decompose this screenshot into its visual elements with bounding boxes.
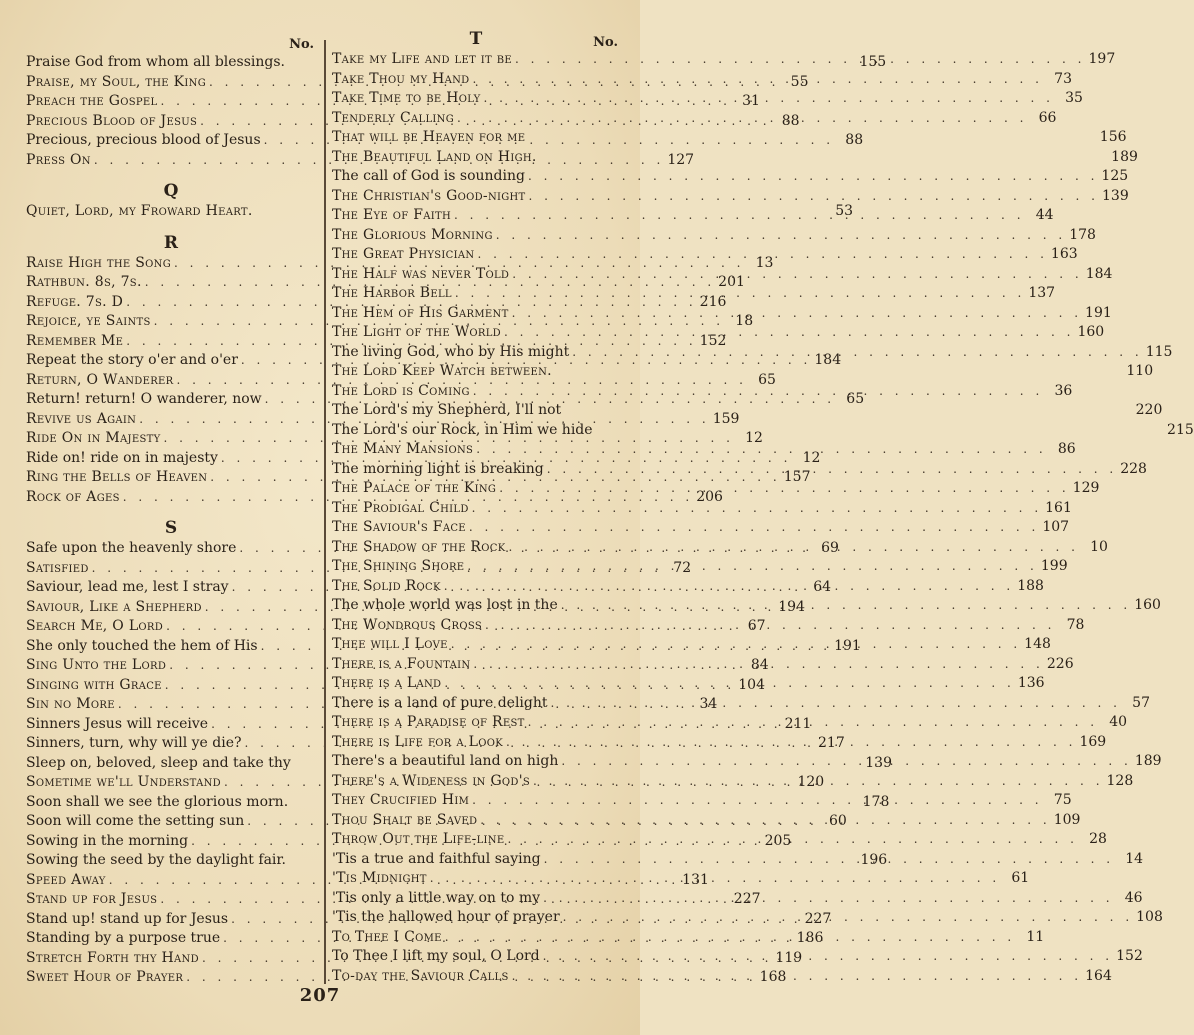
leader-dots bbox=[544, 850, 1114, 870]
hymn-title: The call of God is sounding bbox=[332, 168, 525, 184]
hymn-number: 28 bbox=[1089, 831, 1107, 847]
leader-dots bbox=[561, 596, 1131, 616]
hymn-title: There's a beautiful land on high bbox=[332, 753, 559, 769]
leader-dots bbox=[430, 869, 1000, 889]
hymn-number: 73 bbox=[1054, 70, 1072, 87]
hymn-title: Safe upon the heavenly shore bbox=[26, 540, 237, 556]
hymn-number: 125 bbox=[1101, 168, 1129, 184]
leader-dots bbox=[455, 284, 1025, 304]
hymn-title: Take my Life and let it be bbox=[332, 51, 513, 67]
hymn-title: To-day the Saviour Calls bbox=[332, 967, 509, 984]
hymn-number: 78 bbox=[1066, 616, 1085, 633]
hymn-number: 34 bbox=[699, 696, 718, 712]
hymn-number: 211 bbox=[784, 715, 812, 732]
hymn-number: 136 bbox=[1017, 675, 1045, 691]
leader-dots bbox=[473, 655, 1043, 675]
hymn-number: 110 bbox=[1126, 363, 1154, 379]
leader-dots bbox=[506, 733, 1076, 753]
hymn-number: 55 bbox=[790, 73, 809, 90]
hymn-title: Ride On in Majesty bbox=[26, 430, 161, 446]
hymn-title: The Half was never Told bbox=[332, 265, 510, 282]
hymn-title: Stand up for Jesus bbox=[26, 891, 158, 907]
leader-dots bbox=[528, 167, 1098, 187]
hymn-number: 205 bbox=[764, 832, 792, 849]
hymn-title: The Glorious Morning bbox=[332, 226, 493, 243]
hymn-number: 168 bbox=[759, 969, 787, 985]
hymn-title: To Thee I Come bbox=[332, 928, 442, 945]
leader-dots bbox=[561, 752, 1131, 772]
leader-dots bbox=[507, 830, 1077, 850]
hymn-number: 60 bbox=[828, 813, 847, 829]
hymn-title: The Palace of the King bbox=[332, 480, 497, 496]
hymn-number: 115 bbox=[1145, 343, 1173, 360]
hymn-title: The Lord's our Rock, in Him we hide bbox=[332, 421, 593, 438]
hymn-title: The whole world was lost in the bbox=[332, 597, 558, 613]
hymn-number: 188 bbox=[1017, 577, 1044, 594]
hymn-number: 227 bbox=[804, 910, 832, 927]
hymn-number: 206 bbox=[696, 488, 723, 505]
hymn-title: Take Thou my Hand bbox=[332, 70, 470, 87]
hymn-number: 148 bbox=[1024, 636, 1051, 652]
index-entry bbox=[332, 187, 1129, 207]
hymn-number: 157 bbox=[783, 469, 811, 485]
hymn-title: The Lord's my Shepherd, I'll not bbox=[332, 402, 562, 418]
leader-dots bbox=[496, 226, 1066, 246]
hymn-title: Soon shall we see the glorious morn. bbox=[26, 793, 289, 810]
hymn-number: 119 bbox=[775, 949, 803, 966]
hymn-number: 12 bbox=[802, 449, 821, 466]
hymn-title: The Lord is Coming bbox=[332, 382, 470, 399]
leader-dots bbox=[543, 947, 1113, 967]
hymn-number: 67 bbox=[747, 618, 766, 634]
hymn-title: Sowing in the morning bbox=[26, 832, 189, 849]
section-gap bbox=[26, 170, 316, 180]
hymn-number: 228 bbox=[1120, 460, 1147, 477]
hymn-title: Search Me, O Lord bbox=[26, 618, 164, 634]
hymn-title: Repeat the story o'er and o'er bbox=[26, 352, 238, 368]
hymn-number: 128 bbox=[1106, 772, 1134, 789]
hymn-number: 152 bbox=[699, 332, 727, 349]
leader-dots bbox=[543, 889, 1113, 909]
hymn-number: 36 bbox=[1054, 382, 1073, 399]
hymn-number: 152 bbox=[1116, 948, 1143, 964]
leader-dots bbox=[467, 557, 1037, 577]
hymn-number: 163 bbox=[1050, 246, 1078, 262]
hymn-number: 84 bbox=[750, 657, 769, 673]
leader-dots bbox=[444, 577, 1014, 597]
leader-dots bbox=[512, 304, 1082, 324]
hymn-title: The Harbor Bell bbox=[332, 285, 452, 301]
hymn-number: 216 bbox=[699, 293, 727, 310]
hymn-title: Press On bbox=[26, 151, 91, 168]
hymn-title: There is a Paradise of Rest bbox=[332, 714, 525, 730]
leader-dots bbox=[512, 967, 1082, 987]
leader-dots bbox=[529, 187, 1099, 207]
hymn-title: 'Tis only a little way on to my bbox=[332, 889, 541, 906]
hymn-number: 127 bbox=[667, 151, 695, 168]
hymn-number: 18 bbox=[735, 313, 754, 329]
hymn-title: Refuge. 7s. D bbox=[26, 293, 124, 310]
hymn-title: Ride on! ride on in majesty bbox=[26, 449, 218, 466]
hymn-number: 61 bbox=[1011, 870, 1030, 886]
hymn-title: Sinners, turn, why will ye die? bbox=[26, 735, 242, 751]
hymn-title: The Shadow of the Rock bbox=[332, 538, 506, 555]
leader-dots bbox=[508, 538, 1078, 558]
hymn-title: Precious, precious blood of Jesus bbox=[26, 132, 261, 148]
hymn-number: 164 bbox=[1085, 967, 1112, 984]
hymn-title: Singing with Grace bbox=[26, 676, 162, 693]
hymn-title: There is Life for a Look bbox=[332, 733, 503, 750]
hymn-title: The Many Mansions bbox=[332, 441, 474, 457]
hymn-title: Raise High the Song bbox=[26, 254, 171, 271]
hymn-title: Return! return! O wanderer, now bbox=[26, 391, 262, 407]
hymn-title: Rock of Ages bbox=[26, 488, 120, 505]
hymn-title: The Saviour's Face bbox=[332, 519, 466, 535]
hymn-number: 226 bbox=[1046, 655, 1074, 672]
hymn-number: 12 bbox=[745, 430, 763, 446]
hymn-title: Sometime we'll Understand bbox=[26, 774, 221, 790]
hymn-number: 75 bbox=[1053, 792, 1072, 808]
leader-dots bbox=[504, 323, 1074, 343]
hymn-title: Revive us Again bbox=[26, 410, 137, 427]
leader-dots bbox=[483, 89, 1053, 109]
hymn-title: The Wondrous Cross bbox=[332, 616, 482, 633]
number-column-heading-right: No. bbox=[593, 35, 618, 50]
hymn-number: 109 bbox=[1053, 811, 1081, 828]
hymn-title: Quiet, Lord, my Froward Heart. bbox=[26, 203, 253, 219]
hymn-number: 160 bbox=[1077, 324, 1105, 340]
hymn-title: There is a land of pure delight bbox=[332, 694, 548, 711]
hymn-title: Take Time to be Holy bbox=[332, 90, 481, 106]
hymn-title: The morning light is breaking bbox=[332, 460, 544, 477]
hymn-number: 104 bbox=[738, 676, 765, 693]
leader-dots bbox=[528, 713, 1098, 733]
hymn-number: 201 bbox=[718, 274, 745, 290]
index-entry bbox=[332, 499, 1072, 519]
section-letter: Q bbox=[163, 181, 179, 201]
hymn-title: Ring the Bells of Heaven bbox=[26, 469, 208, 485]
leader-dots bbox=[515, 50, 1085, 70]
leader-dots bbox=[457, 109, 1027, 129]
hymn-number: 14 bbox=[1125, 850, 1144, 867]
hymn-title: Praise God from whom all blessings. bbox=[26, 54, 285, 70]
hymn-number: 53 bbox=[835, 203, 854, 219]
hymn-number: 120 bbox=[797, 774, 825, 790]
hymn-number: 178 bbox=[862, 793, 890, 810]
hymn-title: Sleep on, beloved, sleep and take thy bbox=[26, 754, 291, 771]
hymn-title: Thou Shalt be Saved bbox=[332, 811, 478, 828]
hymn-title: There is a Fountain bbox=[332, 655, 471, 672]
hymn-number: 46 bbox=[1124, 889, 1143, 906]
index-entry bbox=[332, 167, 1129, 187]
leader-dots bbox=[485, 616, 1055, 636]
leader-dots bbox=[477, 245, 1047, 265]
hymn-number: 131 bbox=[682, 871, 709, 888]
hymn-title: The Solid Rock bbox=[332, 577, 441, 594]
hymn-number: 189 bbox=[1111, 148, 1138, 165]
hymn-number: 189 bbox=[1134, 753, 1162, 769]
page-number: 207 bbox=[299, 985, 341, 1006]
leader-dots bbox=[472, 499, 1042, 519]
index-entry bbox=[332, 226, 1096, 246]
section-letter-t: T bbox=[469, 29, 483, 49]
hymn-title: Praise, my Soul, the King bbox=[26, 73, 207, 90]
leader-dots bbox=[512, 265, 1082, 285]
hymn-number: 72 bbox=[673, 559, 692, 576]
hymn-number: 194 bbox=[778, 598, 805, 615]
hymn-title: Speed Away bbox=[26, 871, 106, 888]
hymn-number: 69 bbox=[821, 540, 839, 556]
hymn-number: 161 bbox=[1045, 499, 1072, 516]
leader-dots bbox=[473, 70, 1043, 90]
hymn-title: Satisfied bbox=[26, 559, 89, 576]
hymn-number: 191 bbox=[834, 637, 861, 654]
hymn-title: 'Tis Midnight bbox=[332, 870, 427, 886]
hymn-title: Remember Me bbox=[26, 332, 124, 349]
hymn-number: 40 bbox=[1109, 714, 1128, 730]
hymn-number: 11 bbox=[1026, 928, 1045, 945]
leader-dots bbox=[473, 382, 1043, 402]
hymn-number: 31 bbox=[742, 93, 760, 109]
hymn-title: Rejoice, ye Saints bbox=[26, 313, 151, 329]
hymn-number: 139 bbox=[865, 754, 892, 771]
hymn-title: There's a Wideness in God's bbox=[332, 772, 531, 789]
hymn-number: 107 bbox=[1042, 519, 1070, 535]
leader-dots bbox=[476, 440, 1046, 460]
hymn-number: 217 bbox=[818, 735, 845, 751]
hymn-number: 184 bbox=[814, 352, 842, 368]
section-gap bbox=[26, 507, 316, 517]
leader-dots bbox=[451, 635, 1021, 655]
hymn-title: Tenderly Calling bbox=[332, 109, 454, 126]
leader-dots bbox=[572, 343, 1142, 363]
hymn-title: The Shining Shore bbox=[332, 558, 465, 574]
hymn-number: 184 bbox=[1085, 265, 1113, 282]
hymn-title: Return, O Wanderer bbox=[26, 371, 174, 388]
hymn-number: 65 bbox=[846, 391, 865, 407]
hymn-number: 155 bbox=[859, 54, 887, 70]
hymn-title: That will be Heaven for me bbox=[332, 129, 526, 145]
hymn-number: 227 bbox=[733, 891, 761, 907]
hymn-number: 64 bbox=[813, 579, 832, 595]
hymn-title: There is a Land bbox=[332, 675, 442, 691]
hymn-title: Saviour, lead me, lest I stray bbox=[26, 579, 229, 595]
hymn-title: She only touched the hem of His bbox=[26, 637, 258, 654]
hymn-number: 88 bbox=[781, 112, 800, 129]
hymn-number: 137 bbox=[1028, 285, 1056, 301]
hymn-number: 215 bbox=[1167, 421, 1194, 438]
hymn-number: 186 bbox=[796, 930, 824, 946]
hymn-number: 108 bbox=[1136, 909, 1163, 925]
hymn-number: 10 bbox=[1090, 538, 1108, 555]
hymn-title: 'Tis the hallowed hour of prayer bbox=[332, 909, 560, 925]
column-divider bbox=[324, 40, 326, 984]
hymn-title: The Christian's Good-night bbox=[332, 187, 526, 204]
leader-dots bbox=[533, 772, 1103, 792]
leader-dots bbox=[499, 479, 1069, 499]
hymn-number: 129 bbox=[1072, 480, 1100, 496]
section-gap bbox=[26, 222, 316, 232]
hymn-title: Stretch Forth thy Hand bbox=[26, 949, 199, 966]
hymn-title: Standing by a purpose true bbox=[26, 930, 221, 946]
leader-dots bbox=[547, 460, 1117, 480]
leader-dots bbox=[563, 908, 1133, 928]
hymn-title: Saviour, Like a Shepherd bbox=[26, 598, 202, 615]
leader-dots bbox=[480, 811, 1050, 831]
hymn-number: 197 bbox=[1088, 51, 1116, 67]
hymn-number: 196 bbox=[860, 852, 888, 868]
hymn-title: Stand up! stand up for Jesus bbox=[26, 910, 229, 927]
hymn-title: Preach the Gospel bbox=[26, 93, 158, 109]
hymn-title: Sowing the seed by the daylight fair. bbox=[26, 852, 286, 868]
hymn-number: 178 bbox=[1069, 226, 1096, 243]
hymn-title: Sing Unto the Lord bbox=[26, 657, 167, 673]
section-letter: R bbox=[163, 232, 179, 253]
hymn-title: The Lord Keep Watch between. bbox=[332, 363, 552, 379]
hymn-number: 191 bbox=[1085, 304, 1112, 321]
leader-dots bbox=[472, 791, 1042, 811]
hymn-number: 139 bbox=[1102, 187, 1129, 204]
hymn-title: The living God, who by His might bbox=[332, 343, 570, 360]
hymn-number: 88 bbox=[845, 132, 864, 148]
hymn-number: 199 bbox=[1040, 558, 1068, 574]
hymn-title: Throw Out the Life-line bbox=[332, 831, 505, 847]
leader-dots bbox=[469, 518, 1039, 538]
right-header bbox=[332, 28, 620, 50]
hymn-title: The Great Physician bbox=[332, 246, 475, 262]
hymn-number: 65 bbox=[758, 371, 776, 388]
number-column-heading-left: No. bbox=[289, 37, 314, 52]
hymn-number: 66 bbox=[1038, 109, 1057, 126]
hymn-title: Sweet Hour of Prayer bbox=[26, 969, 184, 985]
hymn-number: 169 bbox=[1079, 733, 1107, 750]
leader-dots bbox=[444, 674, 1014, 694]
hymn-title: They Crucified Him bbox=[332, 792, 470, 808]
hymn-number: 86 bbox=[1057, 441, 1076, 457]
hymn-title: Sin no More bbox=[26, 696, 115, 712]
hymn-title: Sinners Jesus will receive bbox=[26, 715, 209, 732]
hymn-title: The Light of the World bbox=[332, 324, 501, 340]
hymn-title: Rathbun. 8s, 7s. bbox=[26, 274, 142, 290]
hymn-title: Soon will come the setting sun bbox=[26, 813, 245, 829]
hymn-number: 159 bbox=[712, 410, 740, 427]
hymn-number: 35 bbox=[1065, 90, 1083, 106]
hymn-title: To Thee I lift my soul, O Lord bbox=[332, 948, 540, 964]
hymn-title: The Hem of His Garment bbox=[332, 304, 509, 321]
hymn-number: 220 bbox=[1135, 402, 1163, 418]
hymn-number: 160 bbox=[1134, 597, 1161, 613]
hymn-title: Precious Blood of Jesus bbox=[26, 112, 198, 129]
hymn-number: 13 bbox=[755, 254, 774, 271]
hymn-title: Thee will I Love bbox=[332, 636, 448, 652]
hymn-title: The Beautiful Land on High. bbox=[332, 148, 537, 165]
leader-dots bbox=[454, 206, 1024, 226]
hymn-number: 156 bbox=[1099, 129, 1127, 145]
hymn-title: The Prodigal Child bbox=[332, 499, 469, 516]
index-entry bbox=[332, 518, 1070, 538]
hymn-title: The Eye of Faith bbox=[332, 207, 452, 223]
leader-dots bbox=[445, 928, 1015, 948]
leader-dots bbox=[551, 694, 1121, 714]
hymn-number: 57 bbox=[1132, 694, 1150, 711]
hymn-number: 44 bbox=[1035, 207, 1054, 223]
hymn-title: 'Tis a true and faithful saying bbox=[332, 850, 541, 867]
section-letter: S bbox=[164, 518, 178, 538]
